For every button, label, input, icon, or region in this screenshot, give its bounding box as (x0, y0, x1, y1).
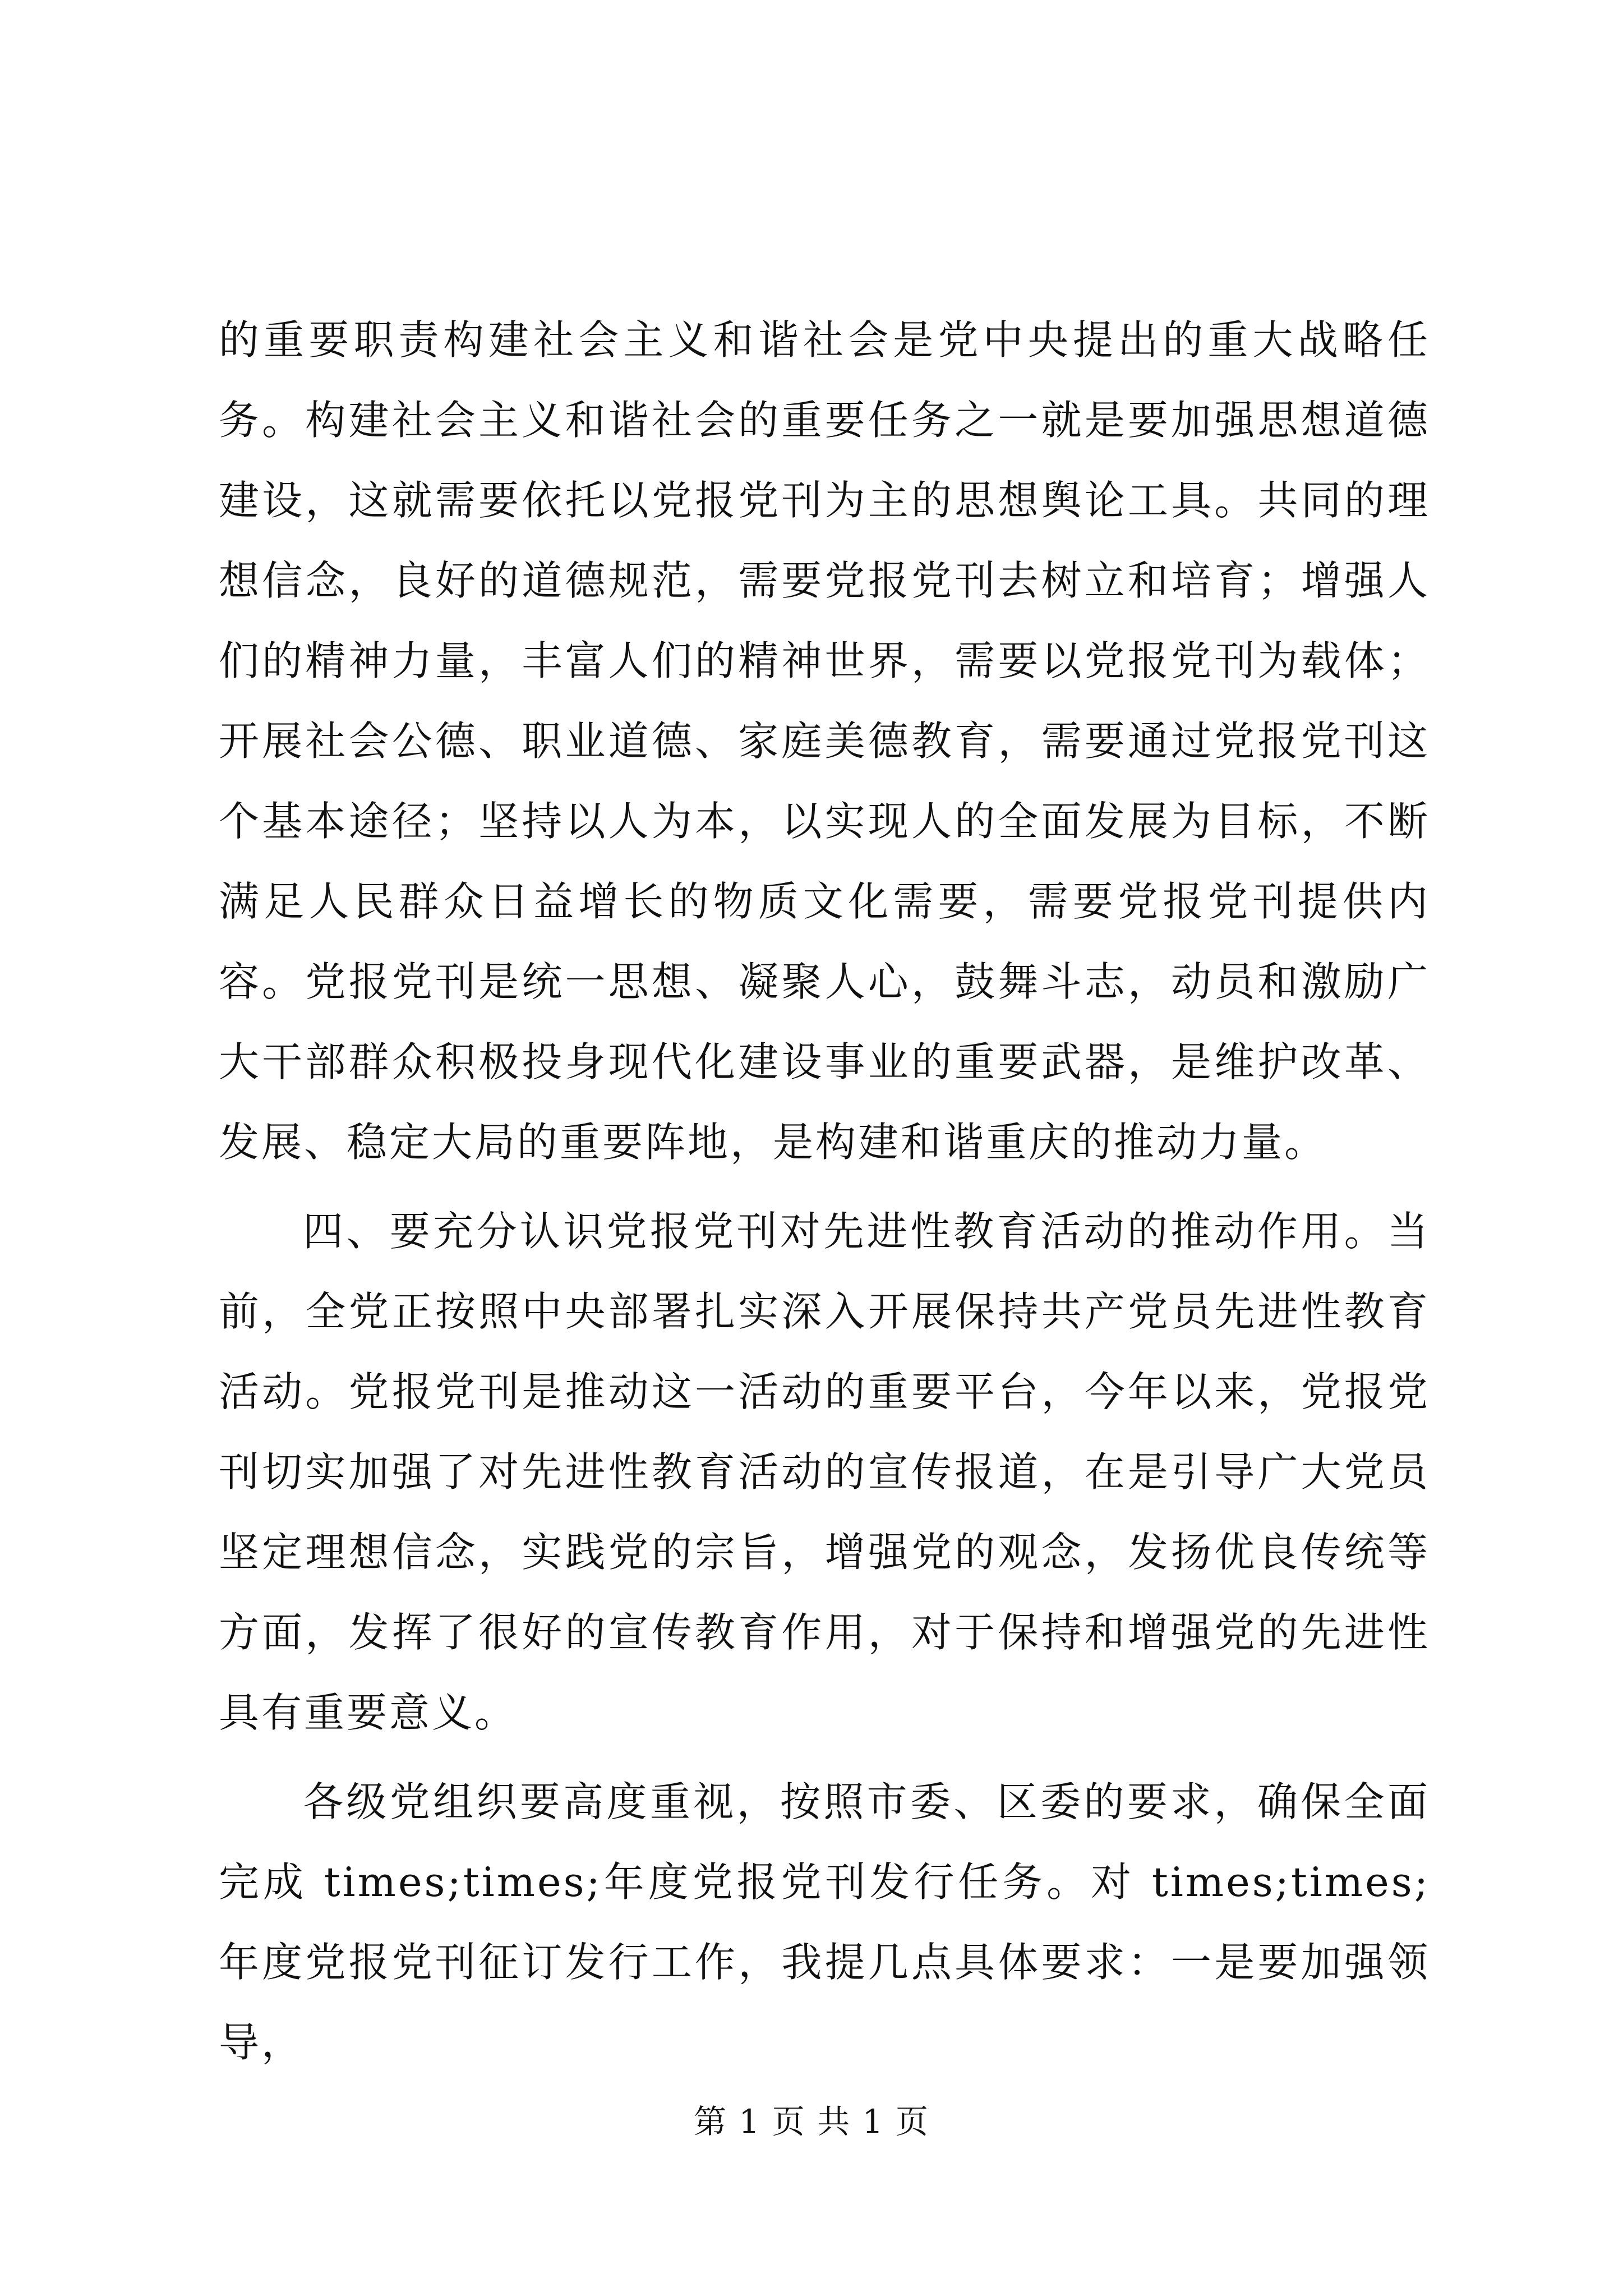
paragraph-continuation: 的重要职责构建社会主义和谐社会是党中央提出的重大战略任务。构建社会主义和谐社会的重要任务之一就是要加强思想道德建设，这就需要依托以党报党刊为主的思想舆论工具。共同的理想信念，良好的道德规范，需要党报党刊去树立和培育；增强人们的精神力量，丰富人们的精神世界，需要以党报党刊为载体；开展社会公德、职业道德、家庭美德教育，需要通过党报党刊这个基本途径；坚持以人为本，以实现人的全面发展为目标，不断满足人民群众日益增长的物质文化需要，需要党报党刊提供内容。党报党刊是统一思想、凝聚人心，鼓舞斗志，动员和激励广大干部群众积极投身现代化建设事业的重要武器，是维护改革、发展、稳定大局的重要阵地，是构建和谐重庆的推动力量。 (219, 316, 1430, 1166)
document-body (219, 300, 1430, 2083)
paragraph-requirements: 各级党组织要高度重视，按照市委、区委的要求，确保全面完成 times;times;年度党报党刊发行任务。对 times;times;年度党报党刊征订发行工作，我提几点具体要求：一是要加强领导， (219, 1778, 1430, 2066)
page-number-footer: 第 1 页 共 1 页 (694, 2102, 929, 2141)
paragraph-section-four: 四、要充分认识党报党刊对先进性教育活动的推动作用。当前，全党正按照中央部署扎实深入开展保持共产党员先进性教育活动。党报党刊是推动这一活动的重要平台，今年以来，党报党刊切实加强了对先进性教育活动的宣传报道，在是引导广大党员坚定理想信念，实践党的宗旨，增强党的观念，发扬优良传统等方面，发挥了很好的宣传教育作用，对于保持和增强党的先进性具有重要意义。 (219, 1208, 1430, 1736)
